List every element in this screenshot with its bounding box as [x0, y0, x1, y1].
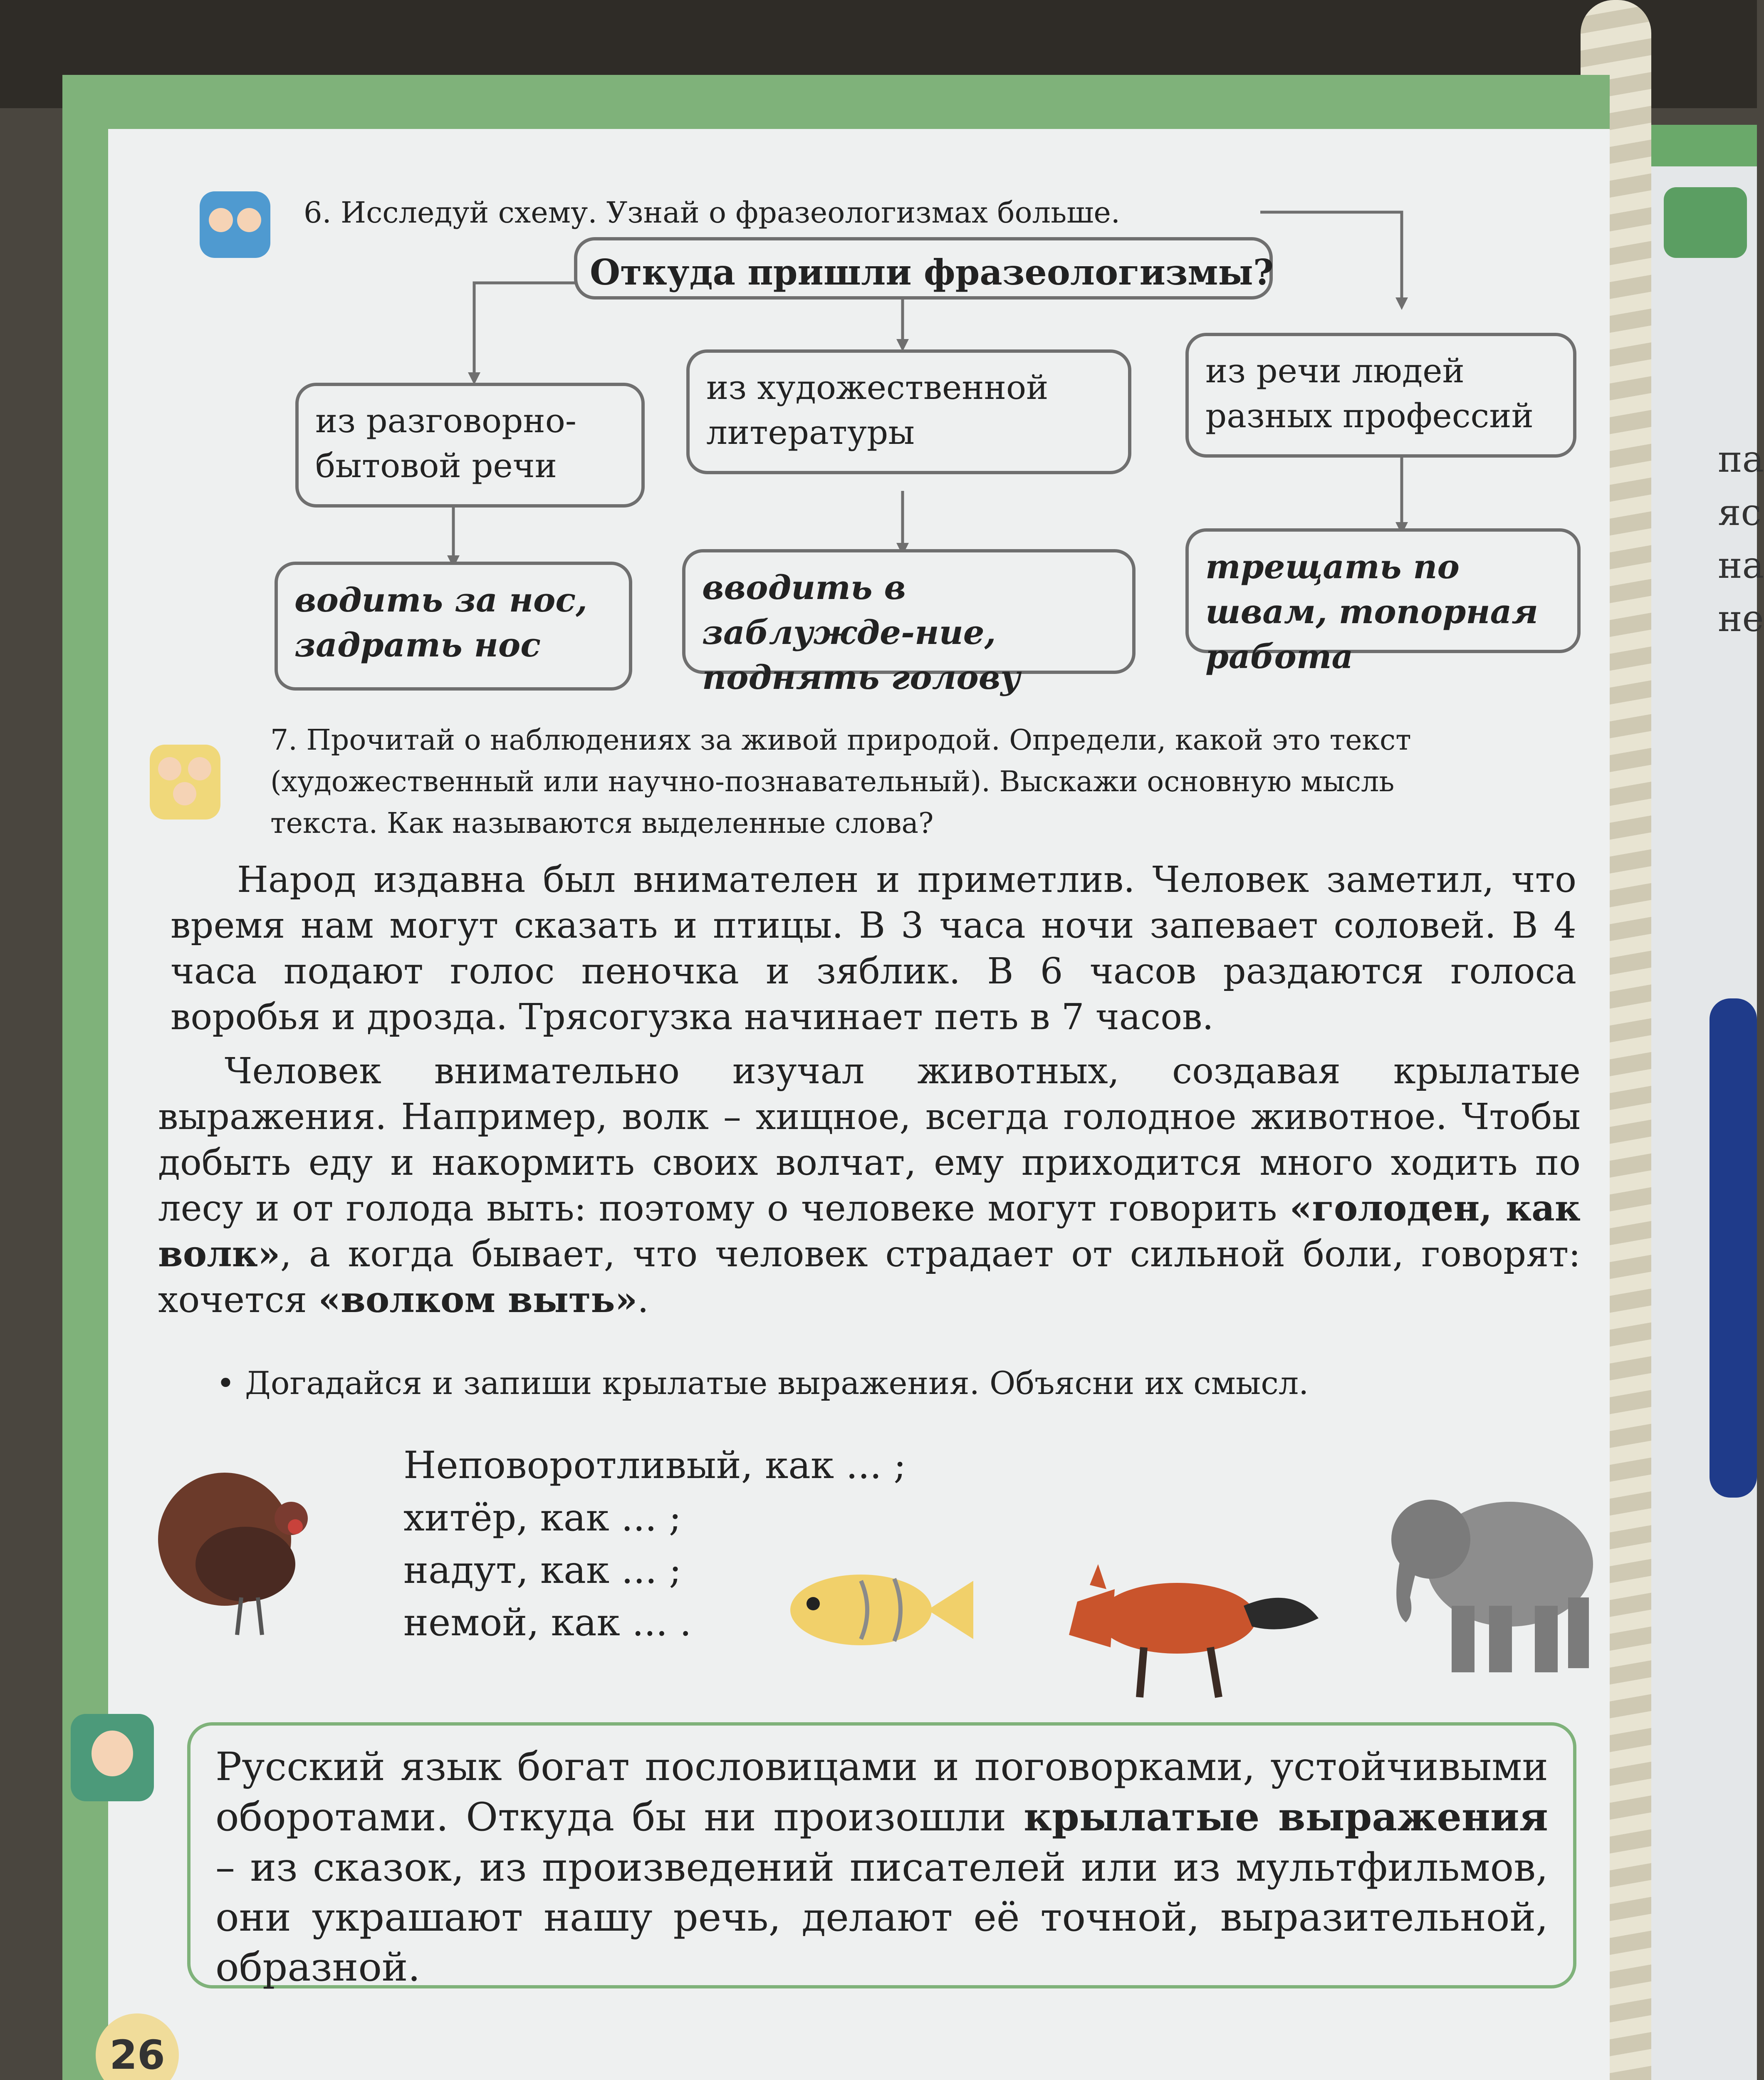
rule-text: Русский язык богат пословицами и поговорками, устойчивыми оборотами. Откуда бы ни произошли [215, 1744, 1548, 1840]
rule-box [187, 1722, 1576, 1991]
scheme-example-box: вводить в заблужде-ние, поднять голову [682, 549, 1136, 674]
text-paragraph-2 [158, 1048, 1581, 1323]
rule-text: – из сказок, из произведений писателей или из мультфильмов, они украшают нашу речь, делают её точной, выразительной, образной. [215, 1845, 1548, 1991]
fish-illustration [778, 1556, 977, 1664]
highlighted-expression: «голоден, как волк» [158, 1187, 1581, 1275]
expression-item: немой, как ... . [403, 1601, 692, 1644]
textbook-page [62, 75, 1610, 2080]
scheme-source-box: из речи людей разных профессий [1185, 333, 1576, 458]
group-work-icon [150, 745, 220, 820]
task7-title-line: 7. Прочитай о наблюдениях за живой природой. Определи, какой это текст [270, 724, 1411, 757]
paragraph-text: Человек внимательно изучал животных, создавая крылатые выражения. Например, волк – хищное, всегда голодное животное. Чтобы добыть еду и накормить своих волчат, ему приходится много ходить по лесу и от голода выть: поэтому о человеке могут говорить [158, 1050, 1581, 1230]
pen [1710, 998, 1757, 1498]
scheme-root-box: Откуда пришли фразеологизмы? [574, 237, 1273, 300]
scheme-source-box: из разговорно-бытовой речи [295, 383, 645, 508]
page-number: 26 [96, 2013, 179, 2080]
paragraph-text: . [637, 1279, 649, 1321]
task6-title: 6. Исследуй схему. Узнай о фразеологизмах больше. [304, 196, 1121, 230]
text-paragraph-1: Народ издавна был внимателен и приметлив. Человек заметил, что время нам могут сказать и птицы. В 3 часа ночи запевает соловей. В 4 часа подают голос пеночка и зяблик. В 6 часов раздаются голоса воробья и дрозда. Трясогузка начинает петь в 7 часов. [171, 859, 1576, 1038]
next-page-text [1718, 433, 1764, 645]
elephant-illustration [1373, 1473, 1606, 1681]
expression-item: надут, как ... ; [403, 1548, 682, 1592]
expression-item: хитёр, как ... ; [403, 1496, 682, 1540]
task7-title-line: (художественный или научно-познавательный). Выскажи основную мысль [270, 765, 1395, 798]
scheme-source-box: из художественной литературы [686, 349, 1131, 474]
scheme-example-box: трещать по швам, топорная работа [1185, 528, 1581, 653]
turkey-illustration [150, 1456, 341, 1647]
fox-illustration [1052, 1539, 1323, 1706]
expression-item: Неповоротливый, как ... ; [403, 1444, 906, 1487]
next-page-green-strip [1647, 125, 1757, 166]
teacher-icon [71, 1714, 154, 1801]
task7-bullet-instruction: • Догадайся и запиши крылатые выражения. Объясни их смысл. [216, 1364, 1309, 1402]
paragraph-text: , а когда бывает, что человек страдает от сильной боли, говорят: хочется [158, 1233, 1581, 1321]
next-page-line: на [1718, 544, 1764, 587]
next-page-line: не [1718, 597, 1764, 640]
scheme-example-box: водить за нос, задрать нос [275, 562, 632, 691]
highlighted-expression: «волком выть» [318, 1279, 638, 1321]
next-page-line: па [1718, 438, 1764, 480]
next-page-line: яс [1718, 490, 1762, 534]
task7-title-line: текста. Как называются выделенные слова? [270, 807, 934, 840]
rule-highlight: крылатые выражения [1024, 1794, 1548, 1840]
magnifier-icon [1664, 187, 1747, 258]
